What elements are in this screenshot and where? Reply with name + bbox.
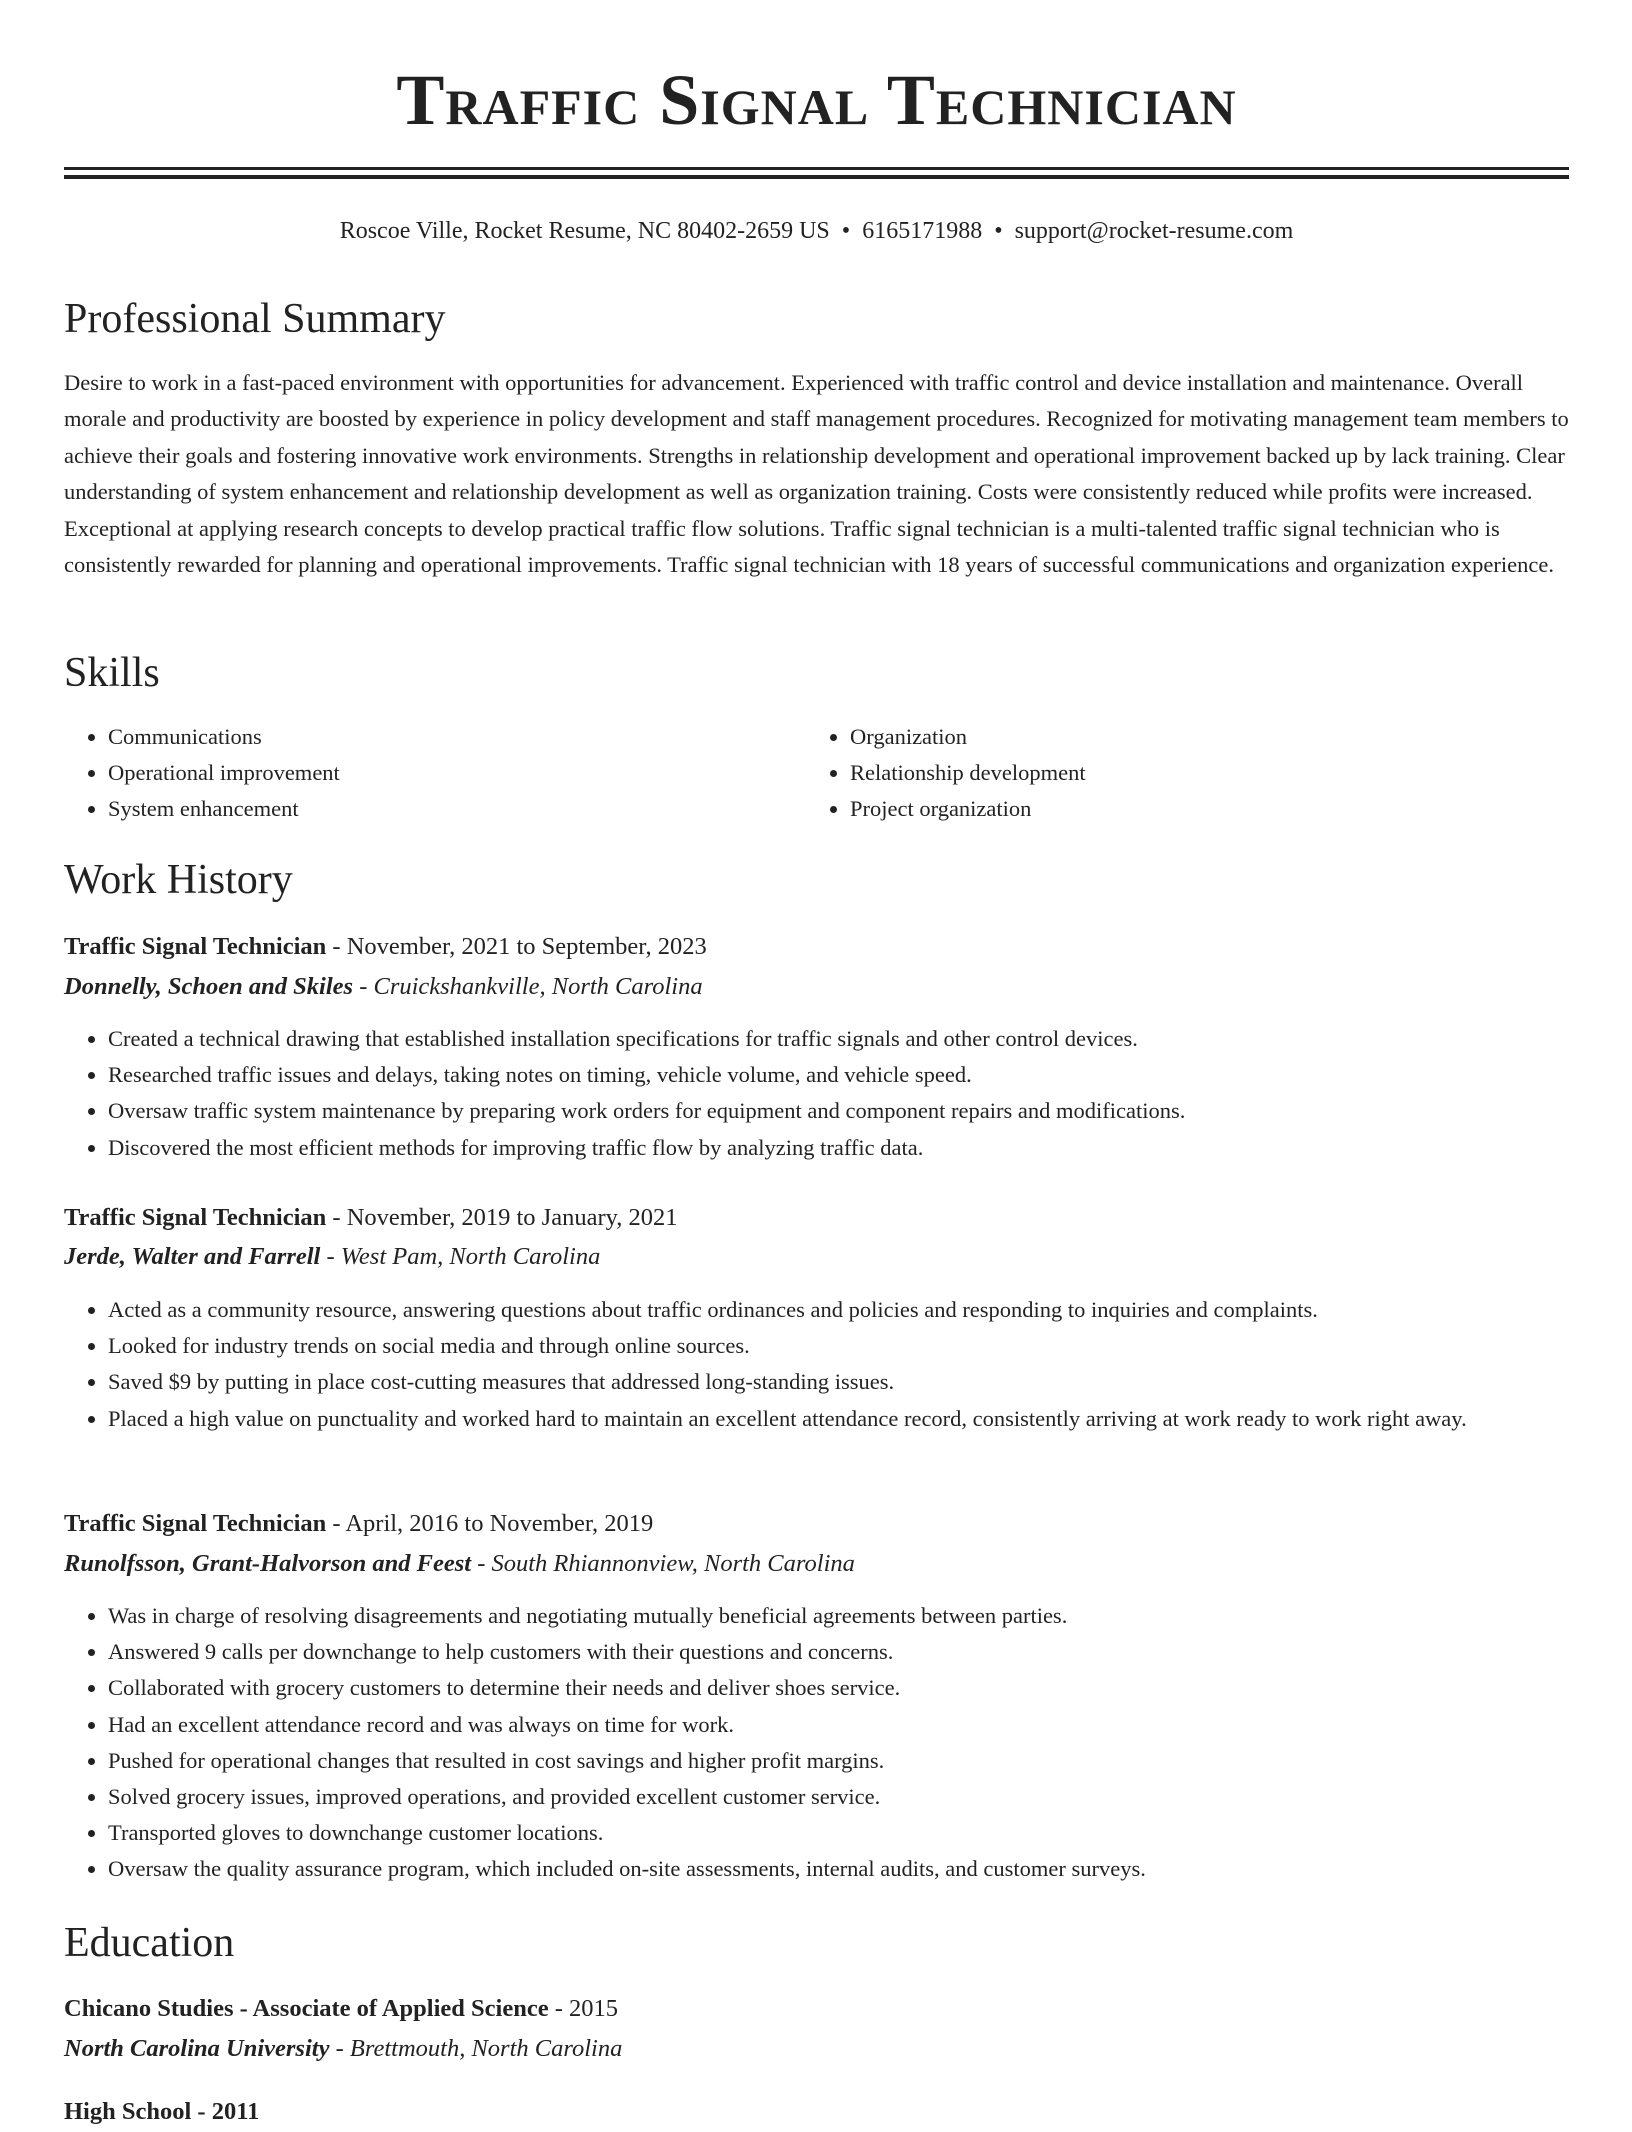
title-divider-bottom [64, 175, 1569, 179]
job-company: Donnelly, Schoen and Skiles [64, 973, 354, 1000]
job-heading [64, 1504, 653, 1544]
job-location: - South Rhiannonview, North Carolina [471, 1550, 855, 1577]
job-title: Traffic Signal Technician [64, 1510, 327, 1537]
job-employer-line [64, 1544, 855, 1584]
job-bullet: • Collaborated with grocery customers to determine their needs and deliver shoes service. [108, 1670, 1569, 1706]
job-company: Jerde, Walter and Farrell [64, 1243, 321, 1270]
job-heading [64, 927, 707, 967]
resume-title: Traffic Signal Technician [396, 60, 1237, 140]
section-heading-work-history: Work History [64, 857, 293, 903]
contact-address: Roscoe Ville, Rocket Resume, NC 80402-2659 US [339, 218, 830, 244]
job-employer-line [64, 1237, 600, 1277]
contact-separator: • [994, 218, 1003, 244]
job-bullet: • Had an excellent attendance record and was always on time for work. [108, 1707, 1569, 1743]
education-location: - Brettmouth, North Carolina [329, 2035, 623, 2062]
education-heading [64, 1989, 618, 2029]
education-school: North Carolina University [64, 2035, 330, 2062]
job-bullet: • Researched traffic issues and delays, taking notes on timing, vehicle volume, and vehicle speed. [108, 1057, 1569, 1093]
job-bullet: • Placed a high value on punctuality and worked hard to maintain an excellent attendance record, consistently arriving at work ready to work right away. [108, 1401, 1569, 1437]
contact-phone: 6165171988 [862, 218, 983, 244]
job-bullets [64, 1021, 1569, 1166]
job-bullet: • Looked for industry trends on social media and through online sources. [108, 1328, 1569, 1364]
skill-item: • Relationship development [850, 755, 1086, 791]
job-bullet: • Acted as a community resource, answering questions about traffic ordinances and policies and responding to inquiries and complaints. [108, 1292, 1569, 1328]
job-bullet: • Solved grocery issues, improved operations, and provided excellent customer service. [108, 1779, 1569, 1815]
skills-list-right [806, 719, 1086, 828]
education-degree: Chicano Studies - Associate of Applied Science [64, 1995, 549, 2022]
job-bullet: • Created a technical drawing that established installation specifications for traffic signals and other control devices. [108, 1021, 1569, 1057]
section-heading-education: Education [64, 1920, 235, 1966]
job-bullet: • Oversaw the quality assurance program, which included on-site assessments, internal audits, and customer surveys. [108, 1851, 1569, 1887]
job-bullet: • Pushed for operational changes that resulted in cost savings and higher profit margins. [108, 1743, 1569, 1779]
job-bullets [64, 1598, 1569, 1888]
section-heading-summary: Professional Summary [64, 296, 446, 342]
job-bullet: • Transported gloves to downchange customer locations. [108, 1815, 1569, 1851]
job-bullet: • Discovered the most efficient methods for improving traffic flow by analyzing traffic data. [108, 1130, 1569, 1166]
job-location: - Cruickshankville, North Carolina [353, 973, 703, 1000]
skill-item: • Communications [108, 719, 340, 755]
job-dates: - April, 2016 to November, 2019 [326, 1510, 654, 1537]
job-dates: - November, 2021 to September, 2023 [326, 933, 707, 960]
skills-list-left [64, 719, 340, 828]
contact-email: support@rocket-resume.com [1014, 218, 1294, 244]
title-divider-top [64, 167, 1569, 170]
job-bullet: • Saved $9 by putting in place cost-cutting measures that addressed long-standing issues. [108, 1364, 1569, 1400]
education-next-entry: High School - 2011 [64, 2098, 260, 2125]
job-title: Traffic Signal Technician [64, 933, 327, 960]
contact-separator: • [841, 218, 851, 244]
skill-item: • Project organization [850, 791, 1086, 827]
job-bullet: • Oversaw traffic system maintenance by preparing work orders for equipment and component repairs and modifications. [108, 1093, 1569, 1129]
job-location: - West Pam, North Carolina [320, 1243, 601, 1270]
job-company: Runolfsson, Grant-Halvorson and Feest [64, 1550, 472, 1577]
job-dates: - November, 2019 to January, 2021 [326, 1204, 678, 1231]
summary-text: Desire to work in a fast-paced environment with opportunities for advancement. Experienced with traffic control and device installation and maintenance. Overall morale and productivity are boosted by experience in policy development and staff management procedures. Recognized for motivating management team members to achieve their goals and fostering innovative work environments. Strengths in relationship development and operational improvement backed up by lack training. Clear understanding of system enhancement and relationship development as well as organization training. Costs were consistently reduced while profits were increased. Exceptional at applying research concepts to develop practical traffic flow solutions. Traffic signal technician is a multi-talented traffic signal technician who is consistently rewarded for planning and operational improvements. Traffic signal technician with 18 years of successful communications and organization experience. [64, 370, 1569, 578]
job-employer-line [64, 967, 703, 1007]
section-heading-skills: Skills [64, 650, 160, 696]
job-bullet: • Answered 9 calls per downchange to help customers with their questions and concerns. [108, 1634, 1569, 1670]
education-year: - 2015 [548, 1995, 619, 2022]
skill-item: • Operational improvement [108, 755, 340, 791]
job-bullet: • Was in charge of resolving disagreements and negotiating mutually beneficial agreements between parties. [108, 1598, 1569, 1634]
job-title: Traffic Signal Technician [64, 1204, 327, 1231]
contact-line [64, 214, 1569, 248]
skill-item: • System enhancement [108, 791, 340, 827]
job-bullets [64, 1292, 1569, 1437]
education-school-line [64, 2029, 622, 2069]
skill-item: • Organization [850, 719, 1086, 755]
job-heading [64, 1198, 678, 1238]
